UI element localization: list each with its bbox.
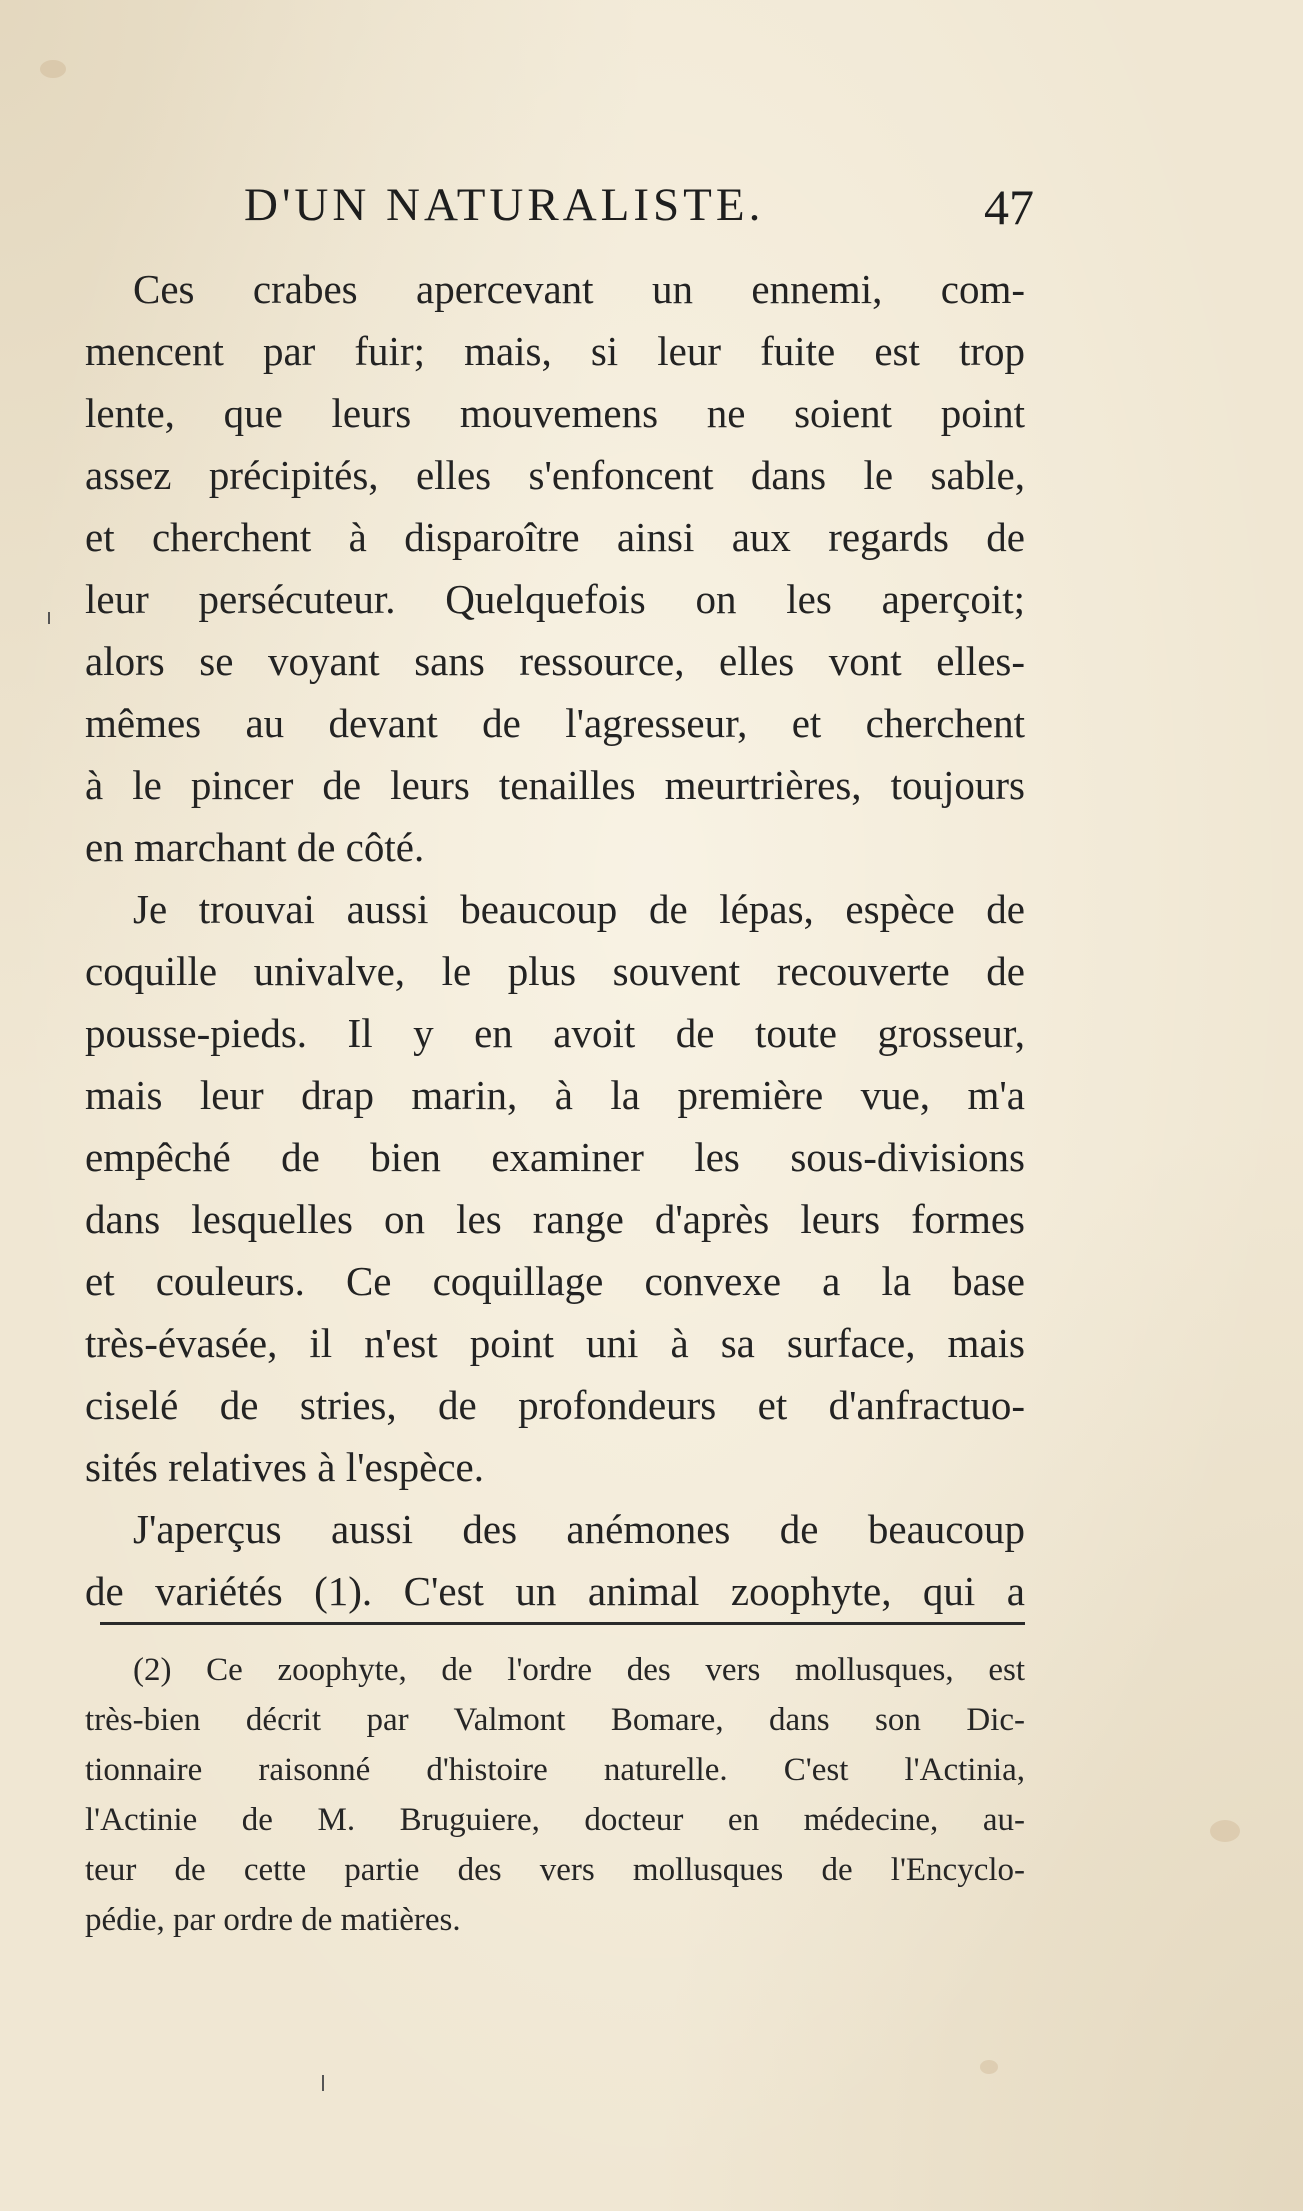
text-line: et cherchent à disparoître ainsi aux regards de xyxy=(85,514,1025,560)
paper-mark xyxy=(322,2075,324,2091)
footnote-line: pédie, par ordre de matières. xyxy=(85,1902,461,1938)
running-head: D'UN NATURALISTE. xyxy=(244,179,765,231)
paper-foxing-spot xyxy=(40,60,66,78)
text-line: leur persécuteur. Quelquefois on les aperçoit; xyxy=(85,576,1025,622)
text-line: J'aperçus aussi des anémones de beaucoup xyxy=(133,1506,1025,1552)
paper-foxing-spot xyxy=(1210,1820,1240,1842)
text-line: Je trouvai aussi beaucoup de lépas, espèce de xyxy=(133,886,1025,932)
paper-foxing-spot xyxy=(980,2060,998,2074)
footnote xyxy=(85,1645,1025,1945)
text-line: en marchant de côté. xyxy=(85,824,425,870)
text-line: coquille univalve, le plus souvent recouverte de xyxy=(85,948,1025,994)
footnote-line: très-bien décrit par Valmont Bomare, dans son Dic- xyxy=(85,1702,1025,1738)
page-number: 47 xyxy=(984,179,1034,235)
text-line: Ces crabes apercevant un ennemi, com- xyxy=(133,266,1025,312)
text-line: mencent par fuir; mais, si leur fuite est trop xyxy=(85,328,1025,374)
text-line: mais leur drap marin, à la première vue, m'a xyxy=(85,1072,1025,1118)
text-line: lente, que leurs mouvemens ne soient point xyxy=(85,390,1025,436)
text-line: sités relatives à l'espèce. xyxy=(85,1444,484,1490)
text-line: empêché de bien examiner les sous-divisions xyxy=(85,1134,1025,1180)
footnote-rule xyxy=(100,1622,1025,1625)
footnote-line: l'Actinie de M. Bruguiere, docteur en médecine, au- xyxy=(85,1802,1025,1838)
text-line: pousse-pieds. Il y en avoit de toute grosseur, xyxy=(85,1010,1025,1056)
text-line: ciselé de stries, de profondeurs et d'anfractuo- xyxy=(85,1382,1025,1428)
footnote-line: tionnaire raisonné d'histoire naturelle. C'est l'Actinia, xyxy=(85,1752,1025,1788)
footnote-line: (2) Ce zoophyte, de l'ordre des vers mollusques, est xyxy=(133,1652,1025,1688)
main-text xyxy=(85,258,1025,1622)
text-line: dans lesquelles on les range d'après leurs formes xyxy=(85,1196,1025,1242)
text-line: assez précipités, elles s'enfoncent dans le sable, xyxy=(85,452,1025,498)
paper-mark xyxy=(48,612,50,624)
text-line: alors se voyant sans ressource, elles vont elles- xyxy=(85,638,1025,684)
text-line: à le pincer de leurs tenailles meurtrières, toujours xyxy=(85,762,1025,808)
text-line: très-évasée, il n'est point uni à sa surface, mais xyxy=(85,1320,1025,1366)
text-line: de variétés (1). C'est un animal zoophyte, qui a xyxy=(85,1568,1025,1614)
text-line: mêmes au devant de l'agresseur, et cherchent xyxy=(85,700,1025,746)
text-line: et couleurs. Ce coquillage convexe a la base xyxy=(85,1258,1025,1304)
footnote-line: teur de cette partie des vers mollusques de l'Encyclo- xyxy=(85,1852,1025,1888)
page-header xyxy=(244,178,1034,248)
